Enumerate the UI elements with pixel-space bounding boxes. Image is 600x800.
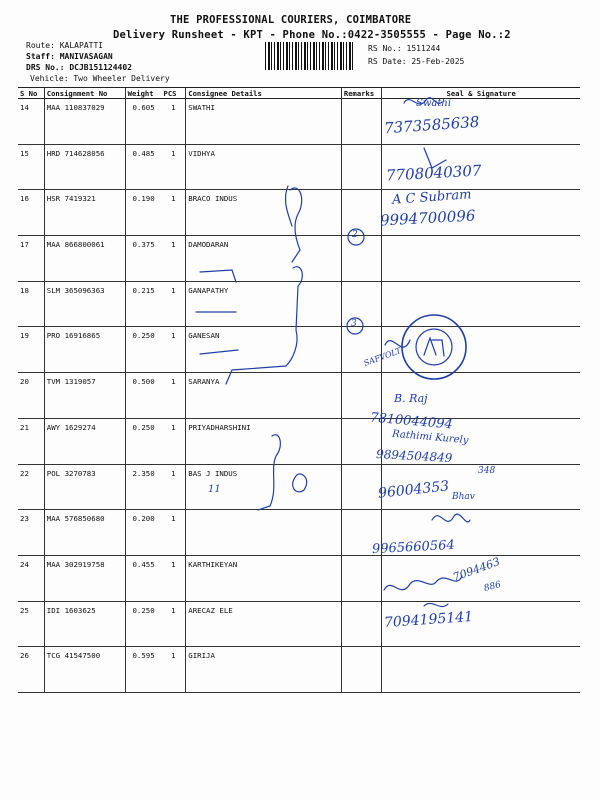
cell-consignment: POL 3270783 bbox=[44, 464, 125, 510]
cell-consignment: IDI 1603625 bbox=[44, 601, 125, 647]
cell-pcs: 1 bbox=[162, 373, 186, 419]
hw-r26-phone: 7094195141 bbox=[383, 608, 474, 632]
cell-pcs: 1 bbox=[162, 418, 186, 464]
vehicle-value: Two Wheeler Delivery bbox=[73, 74, 170, 83]
cell-sno: 20 bbox=[18, 373, 44, 419]
cell-consignee: KARTHIKEYAN bbox=[186, 555, 342, 601]
hw-r23-phone: 96004353 bbox=[377, 478, 450, 502]
cell-pcs: 1 bbox=[162, 190, 186, 236]
cell-pcs: 1 bbox=[162, 647, 186, 693]
hw-r23-note: 348 bbox=[478, 466, 496, 476]
hw-r25-phone: 7094463 bbox=[451, 555, 502, 584]
cell-consignee: SWATHI bbox=[186, 99, 342, 145]
cell-pcs: 1 bbox=[162, 99, 186, 145]
cell-sno: 19 bbox=[18, 327, 44, 373]
cell-sno: 18 bbox=[18, 281, 44, 327]
col-sno: S No bbox=[18, 88, 44, 99]
cell-pcs: 1 bbox=[162, 144, 186, 190]
col-consignee: Consignee Details bbox=[186, 88, 342, 99]
vehicle-label: Vehicle: bbox=[30, 74, 69, 83]
cell-consignment: PRO 16916865 bbox=[44, 327, 125, 373]
cell-weight: 0.250 bbox=[125, 418, 161, 464]
hw-r23-name: Bhav bbox=[452, 492, 475, 502]
hw-r22-name: Rathimi Kurely bbox=[391, 428, 469, 447]
cell-consignment: MAA 866800061 bbox=[44, 236, 125, 282]
cell-weight: 0.605 bbox=[125, 99, 161, 145]
cell-consignee: GIRIJA bbox=[186, 647, 342, 693]
col-weight: Weight bbox=[125, 88, 161, 99]
cell-consignment: TVM 1319057 bbox=[44, 373, 125, 419]
col-seal: Seal & Signature bbox=[382, 88, 580, 99]
col-consignment: Consignment No bbox=[44, 88, 125, 99]
hw-r22-phone: 9894504849 bbox=[375, 447, 453, 465]
hw-r14-name: Swathi bbox=[416, 98, 452, 109]
cell-sno: 14 bbox=[18, 99, 44, 145]
cell-weight: 0.485 bbox=[125, 144, 161, 190]
cell-weight: 0.595 bbox=[125, 647, 161, 693]
hw-r24-phone: 9965660564 bbox=[371, 537, 456, 558]
hw-r16-name: A C Subram bbox=[391, 187, 472, 208]
col-pcs: PCS bbox=[162, 88, 186, 99]
cell-consignee: SARANYA bbox=[186, 373, 342, 419]
drs-label: DRS No.: bbox=[26, 63, 65, 72]
cell-sno: 21 bbox=[18, 418, 44, 464]
cell-weight: 0.250 bbox=[125, 601, 161, 647]
company-title: THE PROFESSIONAL COURIERS, COIMBATORE bbox=[170, 14, 412, 26]
cell-sno: 22 bbox=[18, 464, 44, 510]
hw-r15-phone: 7708040307 bbox=[385, 161, 482, 185]
cell-consignment: MAA 110837029 bbox=[44, 99, 125, 145]
cell-sno: 25 bbox=[18, 601, 44, 647]
rs-date-value: 25-Feb-2025 bbox=[411, 57, 465, 66]
runsheet-subtitle: Delivery Runsheet - KPT - Phone No.:0422-3505555 - Page No.:2 bbox=[113, 29, 511, 41]
hw-r14-phone: 7373585638 bbox=[383, 112, 480, 138]
cell-consignee: BAS J INDUS bbox=[186, 464, 342, 510]
cell-consignment: HRD 714628056 bbox=[44, 144, 125, 190]
hw-r21-phone: 7810044094 bbox=[369, 410, 454, 433]
cell-pcs: 1 bbox=[162, 601, 186, 647]
hw-r23-mark: 11 bbox=[208, 484, 221, 495]
cell-weight: 0.215 bbox=[125, 281, 161, 327]
rs-date-label: RS Date: bbox=[368, 57, 407, 66]
cell-consignee: VIDHYA bbox=[186, 144, 342, 190]
cell-consignee: BRACO INDUS bbox=[186, 190, 342, 236]
route-label: Route: bbox=[26, 41, 55, 50]
cell-weight: 0.375 bbox=[125, 236, 161, 282]
cell-weight: 0.190 bbox=[125, 190, 161, 236]
rs-no-label: RS No.: bbox=[368, 44, 402, 53]
hw-r17-remark: 2 bbox=[352, 230, 358, 240]
cell-consignee: GANAPATHY bbox=[186, 281, 342, 327]
cell-weight: 2.350 bbox=[125, 464, 161, 510]
cell-consignment: SLM 365096363 bbox=[44, 281, 125, 327]
hw-r21-name: B. Raj bbox=[394, 392, 428, 405]
hw-r19-remark: 3 bbox=[351, 319, 357, 329]
cell-pcs: 1 bbox=[162, 281, 186, 327]
drs-value: DCJB151124402 bbox=[69, 63, 132, 72]
col-remarks: Remarks bbox=[341, 88, 381, 99]
cell-consignment: HSR 7419321 bbox=[44, 190, 125, 236]
staff-value: MANIVASAGAN bbox=[59, 52, 113, 61]
cell-sno: 23 bbox=[18, 510, 44, 556]
cell-sno: 15 bbox=[18, 144, 44, 190]
cell-consignment: AWY 1629274 bbox=[44, 418, 125, 464]
cell-pcs: 1 bbox=[162, 327, 186, 373]
cell-weight: 0.200 bbox=[125, 510, 161, 556]
cell-sno: 26 bbox=[18, 647, 44, 693]
cell-pcs: 1 bbox=[162, 510, 186, 556]
cell-consignment: MAA 576850680 bbox=[44, 510, 125, 556]
cell-consignment: TCG 41547500 bbox=[44, 647, 125, 693]
stamp-scribble: SAFVOLT bbox=[362, 346, 403, 368]
hw-r25-note: 886 bbox=[482, 579, 503, 595]
rs-no-value: 1511244 bbox=[406, 44, 441, 53]
cell-weight: 0.250 bbox=[125, 327, 161, 373]
cell-consignee: ARECAZ ELE bbox=[186, 601, 342, 647]
cell-weight: 0.500 bbox=[125, 373, 161, 419]
cell-sno: 17 bbox=[18, 236, 44, 282]
cell-pcs: 1 bbox=[162, 555, 186, 601]
cell-consignment: MAA 302919758 bbox=[44, 555, 125, 601]
staff-label: Staff: bbox=[26, 52, 55, 61]
cell-weight: 0.455 bbox=[125, 555, 161, 601]
cell-consignee: DAMODARAN bbox=[186, 236, 342, 282]
hw-r16-phone: 9994700096 bbox=[379, 206, 476, 230]
cell-sno: 24 bbox=[18, 555, 44, 601]
cell-consignee: GANESAN bbox=[186, 327, 342, 373]
cell-sno: 16 bbox=[18, 190, 44, 236]
cell-consignee: PRIYADHARSHINI bbox=[186, 418, 342, 464]
cell-pcs: 1 bbox=[162, 464, 186, 510]
cell-pcs: 1 bbox=[162, 236, 186, 282]
route-value: KALAPATTI bbox=[59, 41, 104, 50]
